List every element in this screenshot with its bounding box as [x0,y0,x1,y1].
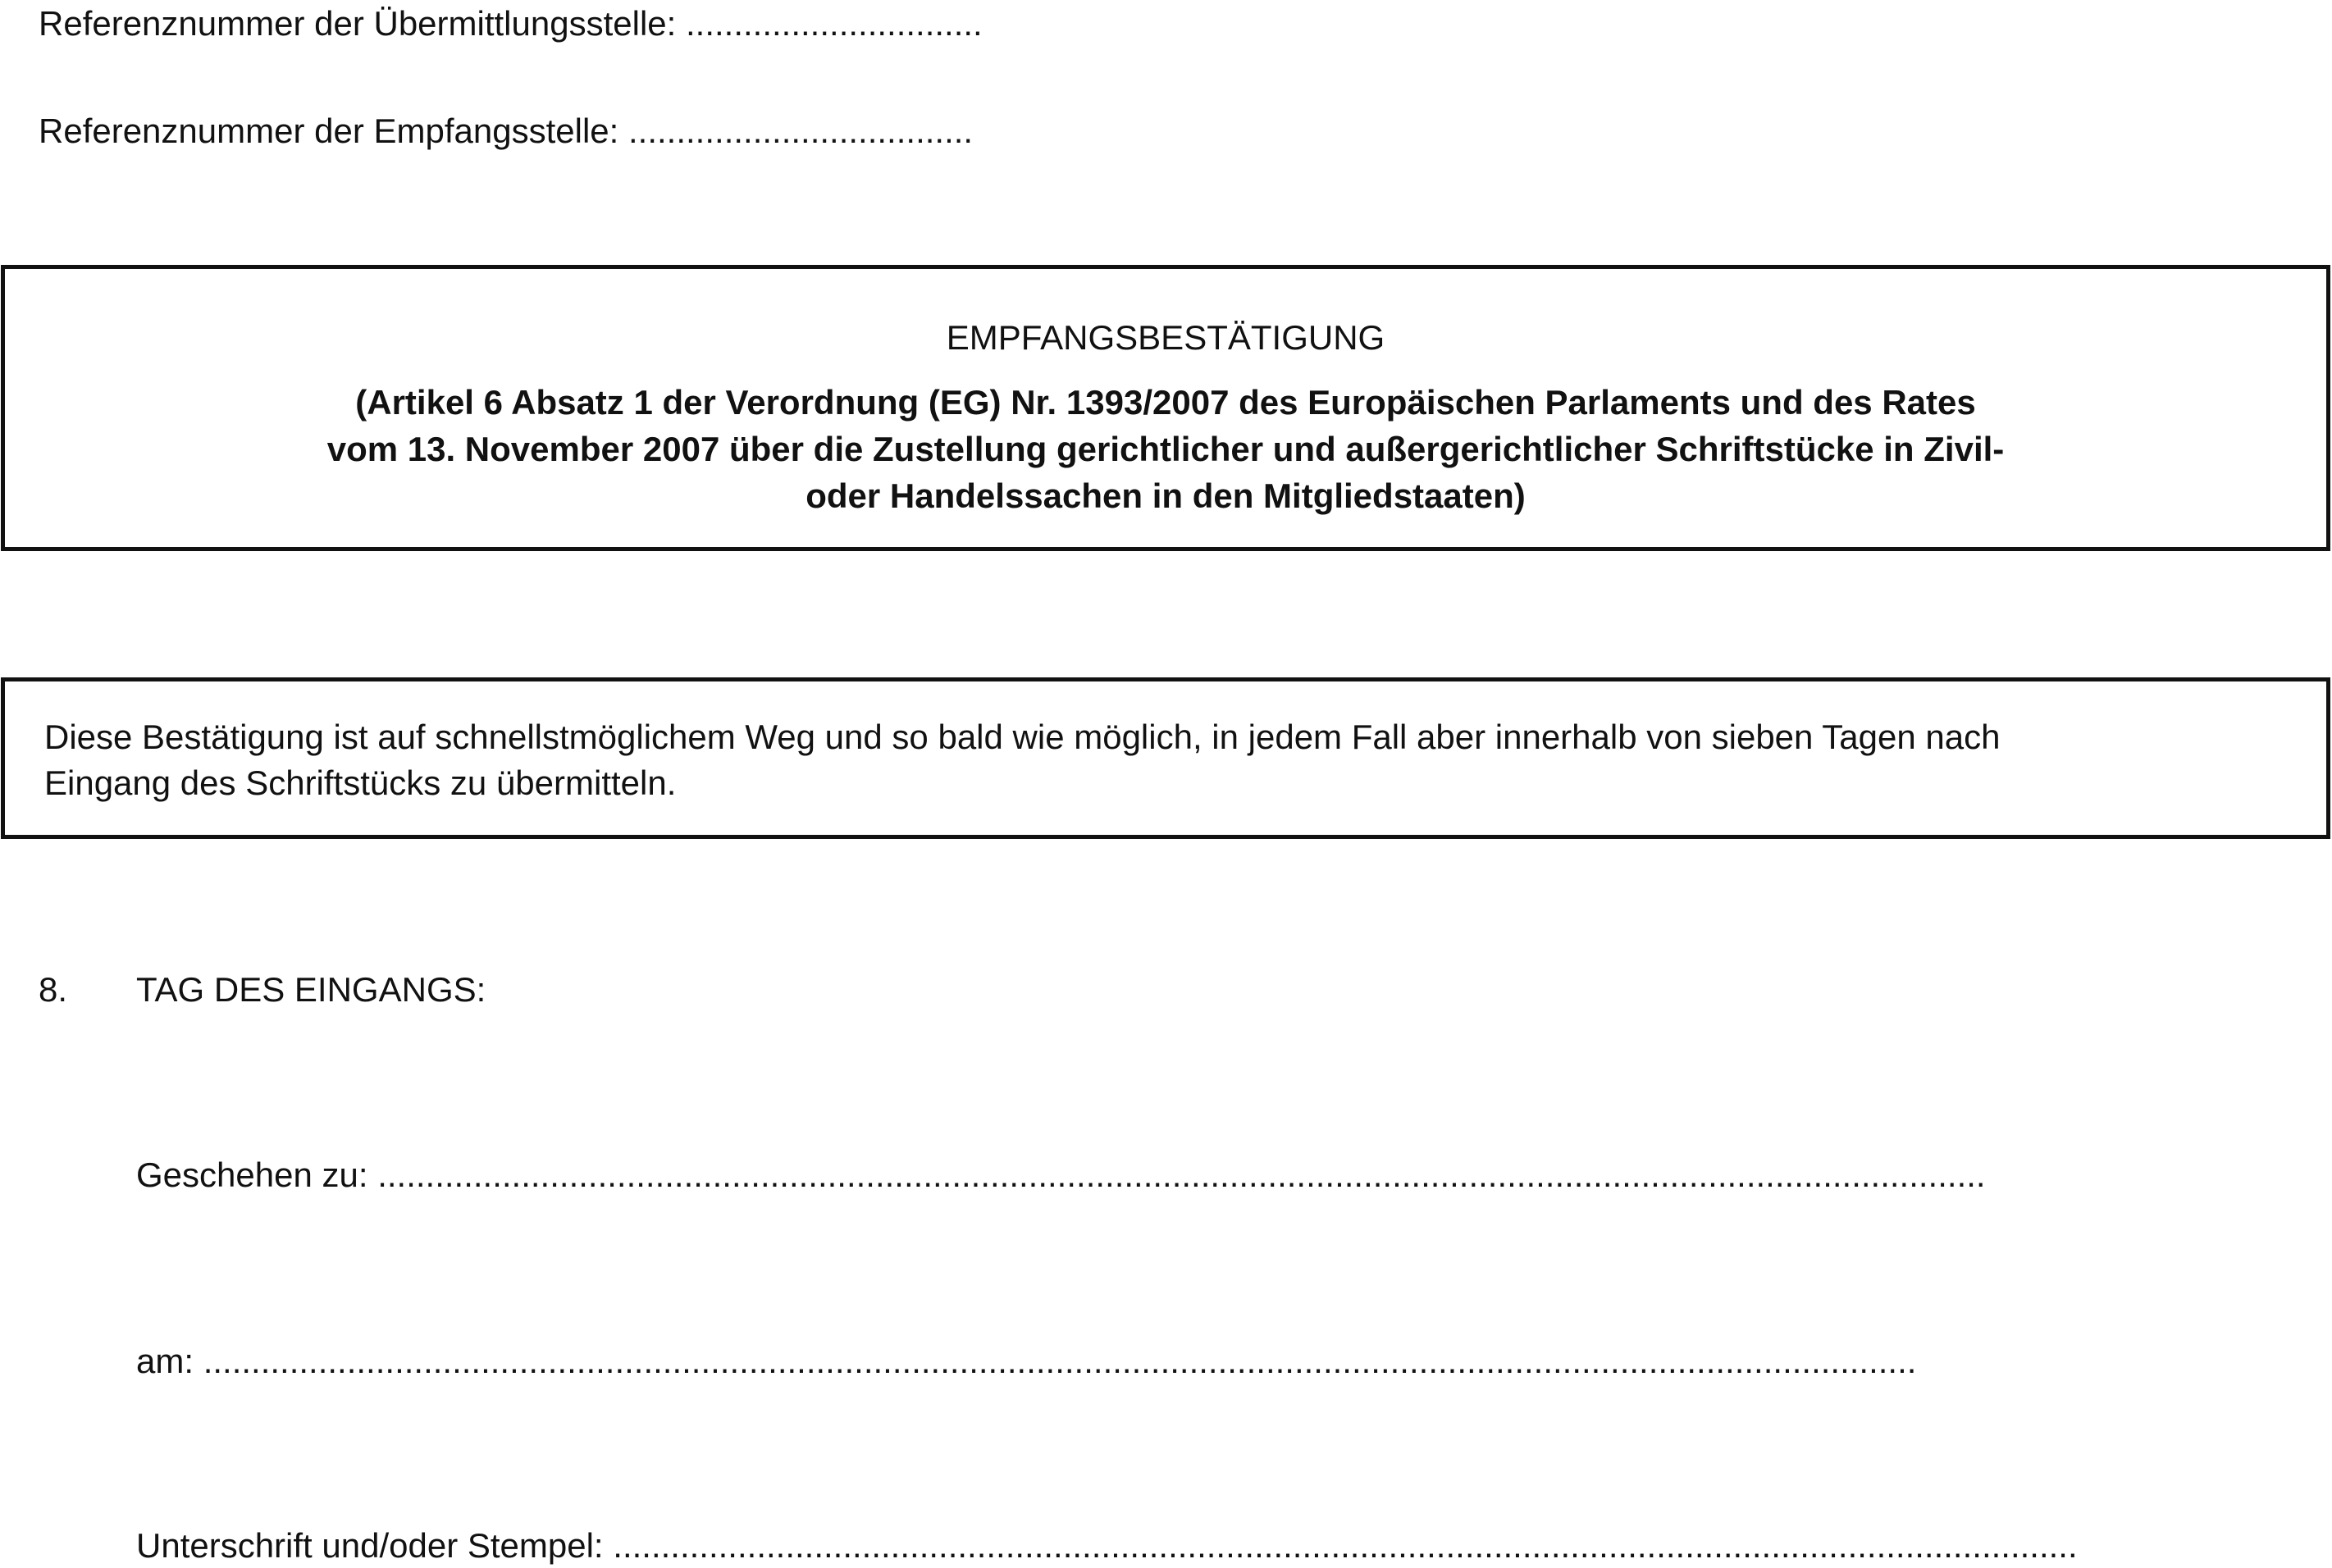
place-line [136,1154,1986,1197]
ref-transmitting-label: Referenznummer der Übermittlungsstelle: [39,4,677,43]
ref-receiving-field[interactable]: .................................... [628,112,974,150]
regulation-line-2: vom 13. November 2007 über die Zustellung gerichtlicher und außergerichtlicher Schriftstücke in Zivil- [326,430,2005,468]
notice-box [1,677,2330,839]
signature-label: Unterschrift und/oder Stempel: [136,1526,604,1565]
signature-line [136,1525,2078,1567]
date-field[interactable]: ................................................................................................................................................................................... [203,1342,1917,1380]
section-title: TAG DES EINGANGS: [136,970,486,1009]
place-label: Geschehen zu: [136,1155,368,1194]
regulation-line-1: (Artikel 6 Absatz 1 der Verordnung (EG) Nr. 1393/2007 des Europäischen Parlaments und des Rates [355,383,1976,422]
section-number: 8. [39,970,68,1009]
form-heading: EMPFANGSBESTÄTIGUNG [946,318,1385,357]
place-field[interactable]: ........................................................................................................................................................................ [377,1155,1986,1194]
ref-receiving-line [39,110,973,153]
date-label: am: [136,1342,194,1380]
regulation-line-3: oder Handelssachen in den Mitgliedstaaten) [805,476,1526,515]
notice-line-1: Diese Bestätigung ist auf schnellstmöglichem Weg und so bald wie möglich, in jedem Fall aber innerhalb von sieben Tagen nach [44,718,2001,756]
date-line [136,1340,1916,1383]
ref-transmitting-line [39,2,983,45]
notice-line-2: Eingang des Schriftstücks zu übermitteln. [44,763,677,802]
ref-transmitting-field[interactable]: ............................... [685,4,983,43]
signature-field[interactable]: ......................................................................................................................................................... [613,1526,2078,1565]
ref-receiving-label: Referenznummer der Empfangsstelle: [39,112,619,150]
title-box [1,265,2330,551]
